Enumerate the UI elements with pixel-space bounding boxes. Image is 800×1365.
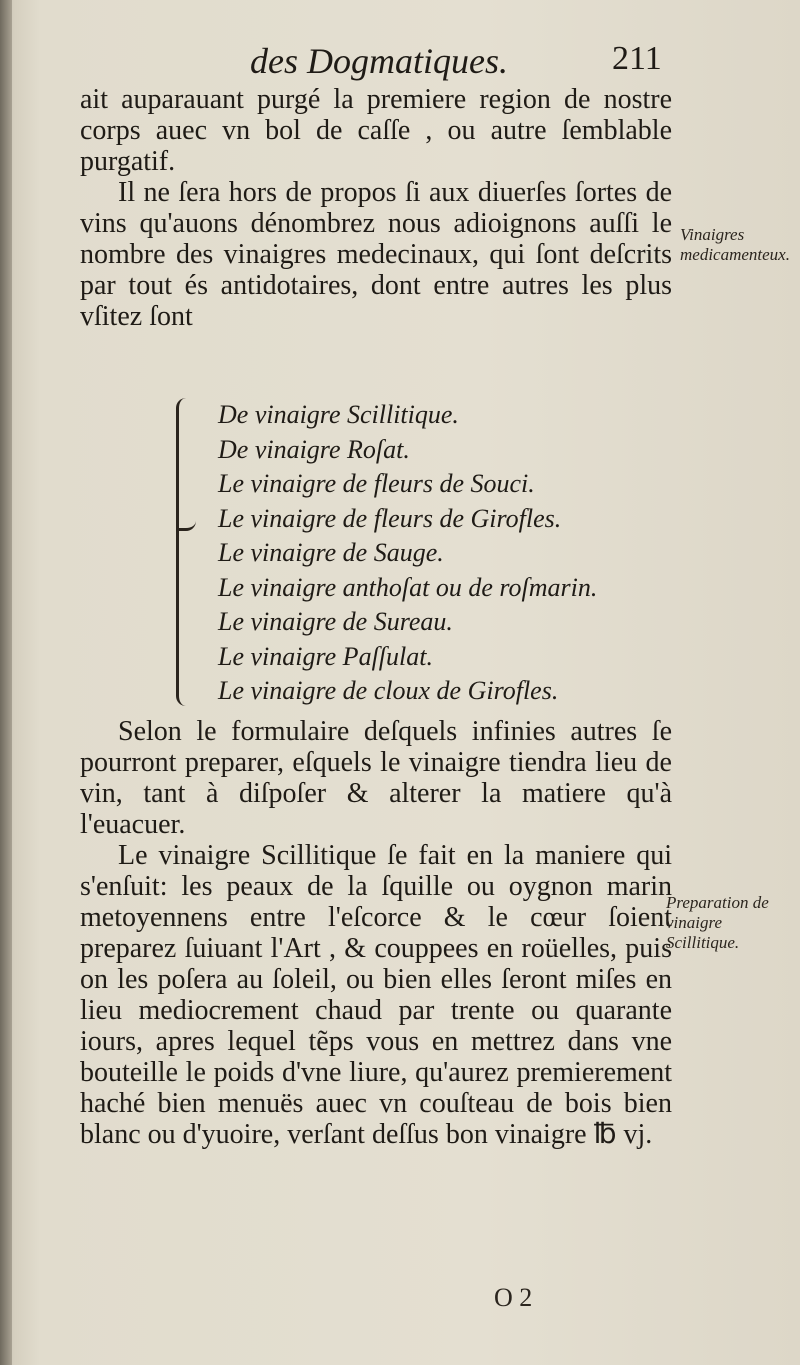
list-item: Le vinaigre de cloux de Girofles. <box>218 676 559 705</box>
list-item: Le vinaigre Paſſulat. <box>218 641 433 671</box>
paragraph-1: ait auparauant purgé la premiere region de nostre corps auec vn bol de caſſe , ou autre ſemblable purgatif. <box>80 84 672 177</box>
left-brace <box>176 398 201 706</box>
page-number: 211 <box>612 40 662 77</box>
margin-note-preparation: Preparation de vinaigre Scillitique. <box>666 893 769 952</box>
signature-mark: O 2 <box>494 1283 533 1312</box>
vinegar-list <box>218 398 597 709</box>
list-item: Le vinaigre de fleurs de Souci. <box>218 469 535 498</box>
main-text <box>80 84 672 1150</box>
paragraph-2: Il ne ſera hors de propos ſi aux diuerſes ſortes de vins qu'auons dénombrez nous adioignons auſſi le nombre des vinaigres medecinaux, qui ſont deſcrits par tout és antidotaires, dont entre autres les plus vſitez ſont <box>80 177 672 332</box>
list-item: Le vinaigre anthoſat ou de roſmarin. <box>218 572 598 602</box>
running-head: des Dogmatiques. <box>250 41 508 81</box>
margin-note-vinegars: Vinaigres medicamenteux. <box>680 225 790 264</box>
list-item: Le vinaigre de Sureau. <box>218 607 453 636</box>
paragraph-3: Selon le formulaire deſquels infinies autres ſe pourront preparer, eſquels le vinaigre tiendra lieu de vin, tant à diſpoſer & alterer la matiere qu'à l'euacuer. <box>80 716 672 840</box>
list-item: Le vinaigre de fleurs de Girofles. <box>218 503 562 533</box>
list-item: De vinaigre Roſat. <box>218 434 410 464</box>
paragraph-4: Le vinaigre Scillitique ſe fait en la maniere qui s'enſuit: les peaux de la ſquille ou oygnon marin metoyennens entre l'eſcorce & le cœur ſoient preparez ſuiuant l'Art , & couppees en roüelles, puis on les poſera au ſoleil, ou bien elles ſeront miſes en lieu mediocrement chaud par trente ou quarante iours, apres lequel tẽps vous en mettrez dans vne bouteille le poids d'vne liure, qu'aurez premierement haché bien menuës auec vn couſteau de bois bien blanc ou d'yuoire, verſant deſſus bon vinaigre ℔ vj. <box>80 840 672 1150</box>
list-item: De vinaigre Scillitique. <box>218 400 459 429</box>
list-item: Le vinaigre de Sauge. <box>218 538 444 567</box>
page-header <box>0 40 800 90</box>
book-spine-shadow <box>0 0 12 1365</box>
vinegar-list-block <box>80 398 672 708</box>
